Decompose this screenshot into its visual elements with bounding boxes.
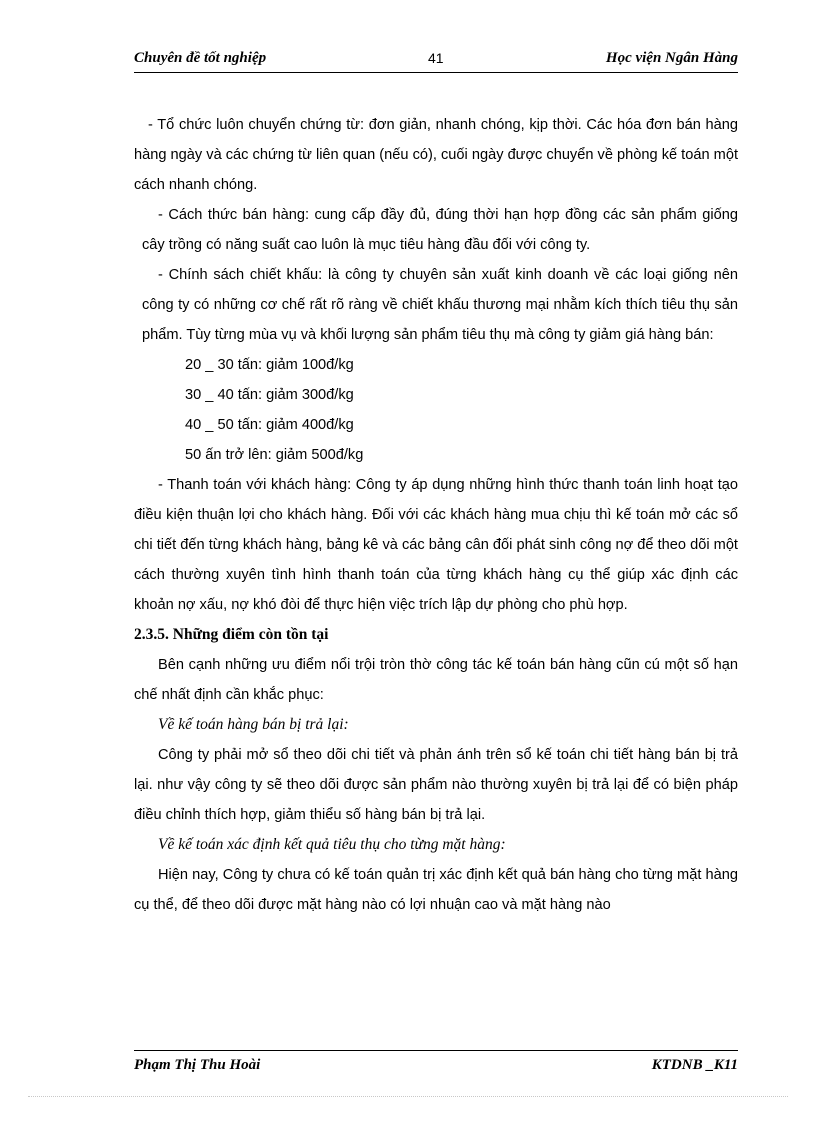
footer-class: KTDNB _K11 bbox=[651, 1057, 738, 1073]
page-footer bbox=[134, 1050, 738, 1075]
footer-author: Phạm Thị Thu Hoài bbox=[134, 1057, 261, 1073]
paragraph-document-flow: - Tổ chức luôn chuyển chứng từ: đơn giản, nhanh chóng, kịp thời. Các hóa đơn bán hàng hàng ngày và các chứng từ liên quan (nếu có), cuối ngày được chuyển về phòng kế toán một cách nhanh chóng. bbox=[134, 117, 738, 193]
header-title: Chuyên đề tốt nghiệp bbox=[134, 50, 267, 66]
discount-line-3: 40 _ 50 tấn: giảm 400đ/kg bbox=[185, 417, 354, 433]
page-number: 41 bbox=[428, 50, 444, 66]
discount-line-2: 30 _ 40 tấn: giảm 300đ/kg bbox=[185, 387, 354, 403]
subheading-returned-goods: Về kế toán hàng bán bị trả lại: bbox=[158, 716, 349, 733]
discount-line-1: 20 _ 30 tấn: giảm 100đ/kg bbox=[185, 357, 354, 373]
discount-line-4: 50 ấn trở lên: giảm 500đ/kg bbox=[185, 447, 364, 463]
paragraph-limitations-intro: Bên cạnh những ưu điểm nổi trội tròn thờ công tác kế toán bán hàng cũn cú một số hạn chế nhất định cần khắc phục: bbox=[134, 657, 738, 703]
subheading-result-per-item: Về kế toán xác định kết quả tiêu thụ cho từng mặt hàng: bbox=[158, 836, 506, 853]
paragraph-customer-payment: - Thanh toán với khách hàng: Công ty áp dụng những hình thức thanh toán linh hoạt tạo điều kiện thuận lợi cho khách hàng. Đối với các khách hàng mua chịu thì kế toán mở các sổ chi tiết đến từng khách hàng, bảng kê và các bảng cân đối phát sinh công nợ để theo dõi một cách thường xuyên tình hình thanh toán của từng khách hàng cụ thể giúp xác định các khoản nợ xấu, nợ khó đòi để thực hiện việc trích lập dự phòng cho phù hợp. bbox=[134, 477, 738, 613]
paragraph-returned-goods: Công ty phải mở sổ theo dõi chi tiết và phản ánh trên sổ kế toán chi tiết hàng bán bị trả lại. như vậy công ty sẽ theo dõi được sản phẩm nào thường xuyên bị trả lại để có biện pháp điều chỉnh thích hợp, giảm thiểu số hàng bán bị trả lại. bbox=[134, 747, 738, 823]
page-boundary-divider bbox=[28, 1096, 788, 1097]
paragraph-discount-policy: - Chính sách chiết khấu: là công ty chuyên sản xuất kinh doanh về các loại giống nên công ty có những cơ chế rất rõ ràng về chiết khấu thương mại nhằm kích thích tiêu thụ sản phẩm. Tùy từng mùa vụ và khối lượng sản phẩm tiêu thụ mà công ty giảm giá hàng bán: bbox=[142, 267, 738, 343]
paragraph-result-per-item: Hiện nay, Công ty chưa có kế toán quản trị xác định kết quả bán hàng cho từng mặt hàng cụ thể, để theo dõi được mặt hàng nào có lợi nhuận cao và mặt hàng nào bbox=[134, 867, 738, 913]
header-institution: Học viện Ngân Hàng bbox=[605, 50, 738, 66]
section-heading: 2.3.5. Những điểm còn tồn tại bbox=[134, 626, 329, 643]
page-body bbox=[134, 110, 738, 920]
paragraph-sales-method: - Cách thức bán hàng: cung cấp đầy đủ, đúng thời hạn hợp đồng các sản phẩm giống cây trồng có năng suất cao luôn là mục tiêu hàng đầu đối với công ty. bbox=[142, 207, 738, 253]
page-header bbox=[134, 48, 738, 73]
